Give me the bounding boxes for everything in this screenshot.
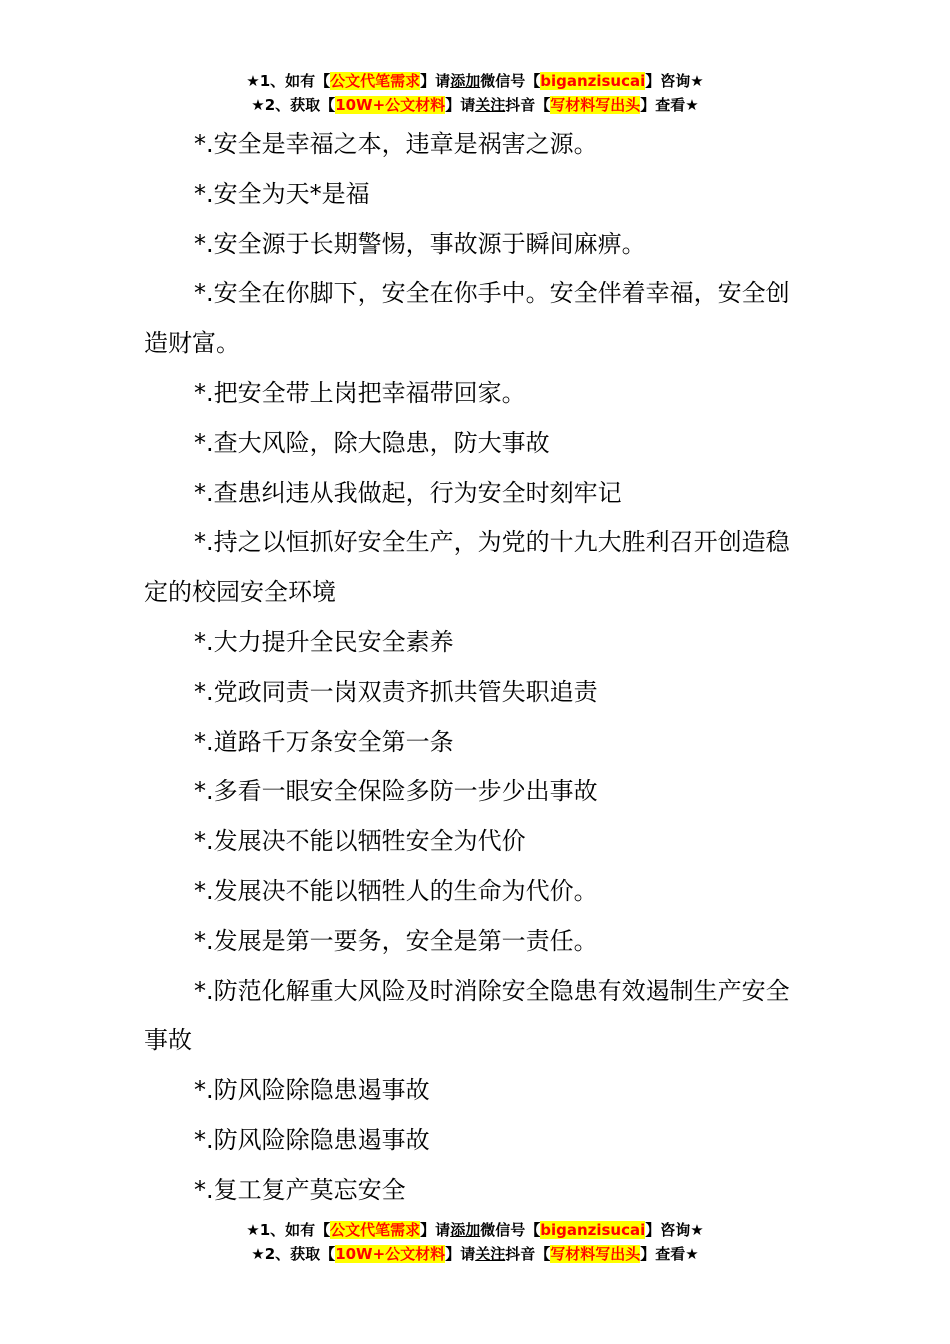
banner-underlined: 关注 [475,1245,506,1263]
footer-banner [0,1218,950,1266]
banner-text: 】查看★ [640,1245,699,1263]
banner-text: 】查看★ [640,96,699,114]
banner-highlight: 公文代笔需求 [330,1221,421,1239]
banner-text: ★1、如有【 [246,72,331,90]
paragraph: *.党政同责一岗双责齐抓共管失职追责 [194,677,598,706]
banner-underlined: 添加 [450,1221,481,1239]
paragraph: *.多看一眼安全保险多防一步少出事故 [194,777,598,806]
paragraph: *.发展决不能以牺牲人的生命为代价。 [194,876,598,905]
banner-highlight: 公文代笔需求 [330,72,421,90]
banner-highlight: 10W+公文材料 [335,96,446,114]
paragraph: *.安全为天*是福 [194,179,370,208]
paragraph: *.安全源于长期警惕，事故源于瞬间麻痹。 [194,229,646,258]
document-body [144,120,808,1216]
banner-text: 抖音【 [505,96,551,114]
banner-underlined: 关注 [475,96,506,114]
banner-text: 】咨询★ [645,72,704,90]
banner-line-1 [0,69,950,93]
paragraph: *.安全在你脚下，安全在你手中。安全伴着幸福，安全创造财富。 [144,279,790,358]
paragraph: *.查患纠违从我做起，行为安全时刻牢记 [194,478,622,507]
banner-underlined: 添加 [450,72,481,90]
banner-text: ★2、获取【 [251,96,336,114]
paragraph: *.把安全带上岗把幸福带回家。 [194,378,526,407]
paragraph: *.防风险除隐患遏事故 [194,1125,430,1154]
banner-line-1 [0,1218,950,1242]
paragraph: *.复工复产莫忘安全 [194,1175,406,1204]
banner-text: 】请 [420,72,451,90]
banner-text: ★1、如有【 [246,1221,331,1239]
banner-line-2 [0,93,950,117]
paragraph: *.道路千万条安全第一条 [194,727,454,756]
header-banner [0,69,950,117]
banner-text: 】请 [445,96,476,114]
banner-highlight: biganzisucai [540,72,646,90]
banner-text: 抖音【 [505,1245,551,1263]
paragraph: *.发展决不能以牺牲安全为代价 [194,827,526,856]
paragraph: *.防风险除隐患遏事故 [194,1076,430,1105]
banner-text: 微信号【 [480,1221,541,1239]
banner-highlight: 写材料写出头 [550,1245,641,1263]
banner-text: 】咨询★ [645,1221,704,1239]
paragraph: *.持之以恒抓好安全生产，为党的十九大胜利召开创造稳定的校园安全环境 [144,528,790,607]
paragraph: *.大力提升全民安全素养 [194,627,454,656]
paragraph: *.发展是第一要务，安全是第一责任。 [194,926,598,955]
banner-highlight: biganzisucai [540,1221,646,1239]
banner-text: 】请 [420,1221,451,1239]
banner-line-2 [0,1242,950,1266]
paragraph: *.查大风险，除大隐患，防大事故 [194,428,550,457]
banner-text: ★2、获取【 [251,1245,336,1263]
paragraph: *.安全是幸福之本，违章是祸害之源。 [194,130,598,158]
banner-highlight: 写材料写出头 [550,96,641,114]
banner-highlight: 10W+公文材料 [335,1245,446,1263]
banner-text: 】请 [445,1245,476,1263]
banner-text: 微信号【 [480,72,541,90]
paragraph: *.防范化解重大风险及时消除安全隐患有效遏制生产安全事故 [144,976,790,1055]
